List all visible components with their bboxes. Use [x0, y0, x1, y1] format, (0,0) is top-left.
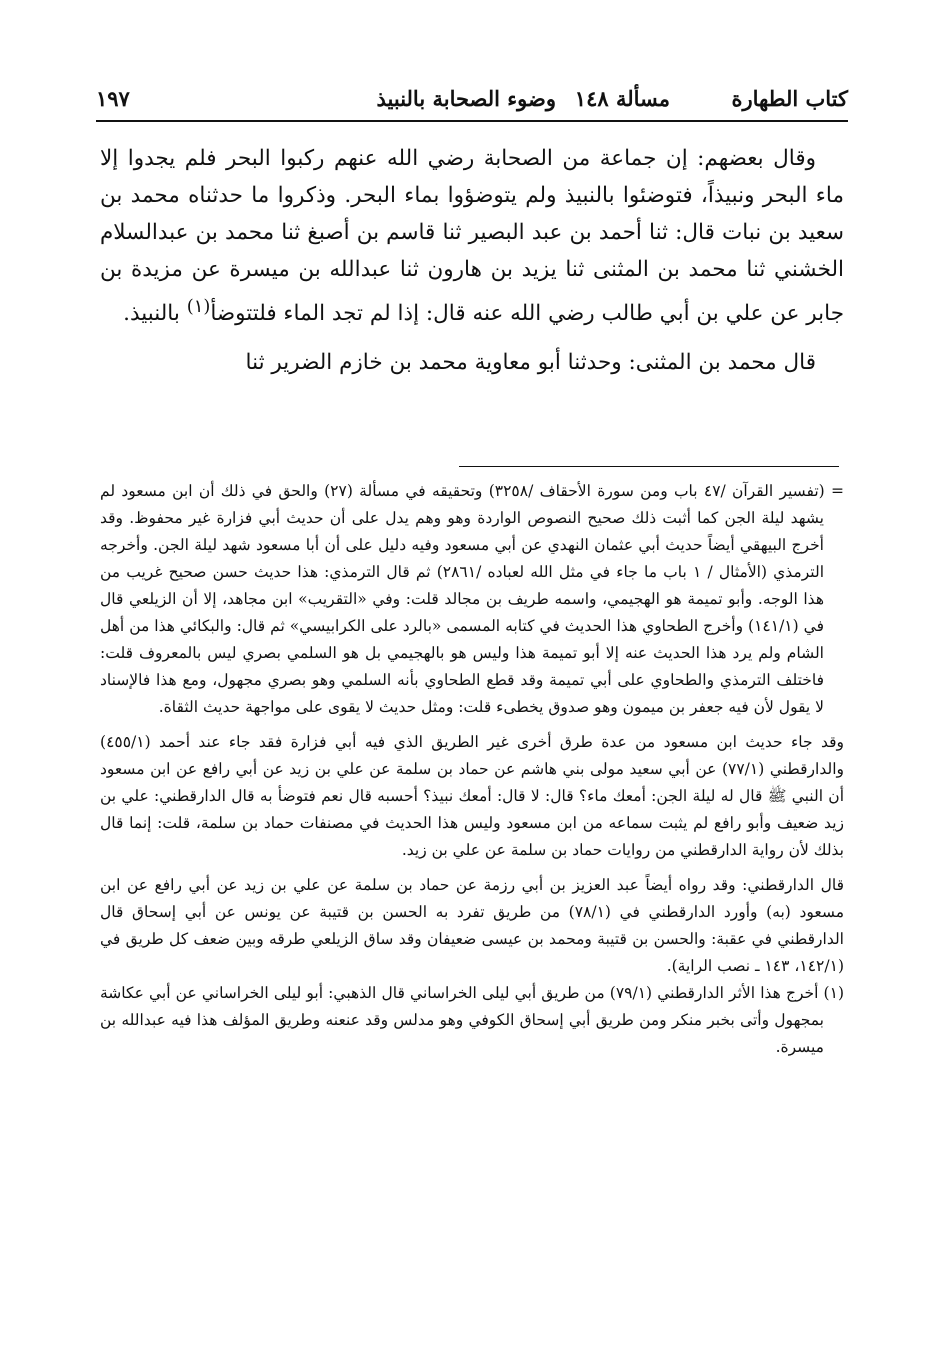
footnote-reference: (١)	[186, 296, 211, 317]
header-divider	[96, 120, 848, 122]
page-number: ١٩٧	[96, 86, 130, 111]
main-paragraph	[100, 140, 844, 332]
paragraph-text-end: بالنبيذ.	[123, 301, 187, 327]
footnote-paragraph: وقد جاء حديث ابن مسعود من عدة طرق أخرى غير الطريق الذي فيه أبي فزارة فقد جاء عند أحمد (٤٥٥/١) والدارقطني (٧٧/١) عن أبي سعيد مولى بني هاشم عن حماد بن سلمة عن علي بن زيد عن أبي رافع عن ابن مسعود أن النبي ﷺ قال له ليلة الجن: أمعك ماء؟ قال: لا قال: أمعك نبيذ؟ أحسبه قال نعم فتوضأ به قال الدارقطني: علي بن زيد ضعيف وأبو رافع لم يثبت سماعه من ابن مسعود وليس هذا الحديث في مصنفات حماد بن سلمة، قلت: إنما قال بذلك لأن رواية الدارقطني من روايات حماد بن سلمة عن علي بن زيد.	[100, 733, 844, 859]
footnote-continued: = (تفسير القرآن /٤٧ باب ومن سورة الأحقاف /٣٢٥٨) وتحقيقه في مسألة (٢٧) والحق في ذلك أن ابن مسعود لم يشهد ليلة الجن كما أثبت ذلك صحيح النصوص الواردة وهو وهم يدل على أن حديث أبي فزارة غير محفوظ. وقد أخرج البيهقي أيضاً حديث أبي عثمان النهدي عن أبي مسعود وفيه دليل على أن أبا مسعود شهد ليلة الجن. وأخرجه الترمذي (الأمثال / ١ باب ما جاء في مثل الله لعباده /٢٨٦١) ثم قال الترمذي: هذا حديث حسن صحيح غريب من هذا الوجه. وأبو تميمة هو الهجيمي، واسمه طريف بن مجالد قلت: وفي «التقريب» ابن مجاهد، إلا أن الزيلعي قال في (١٤١/١) وأخرج الطحاوي هذا الحديث في كتابه المسمى «بالرد على الكرابيسي» ثم قال: والبكائي هذا من أهل الشام ولم يرد هذا الحديث عنه إلا أبو تميمة هذا وليس هو بالهجيمي بل هو السلمي بصري ليس بالمعروف قلت: فاختلف الترمذي والطحاوي على أبي تميمة وقد قطع الطحاوي بأنه السلمي وهو بصري مجهول، ومع هذا فالإسناد لا يقول لأن فيه جعفر بن ميمون وهو صدوق يخطىء قلت: ومثل حديث لا يقوى على مواجهة حديث الثقاة.	[100, 482, 844, 716]
footnote-paragraph: قال الدارقطني: وقد رواه أيضاً عبد العزيز بن أبي رزمة عن حماد بن سلمة عن علي بن زيد عن أبي رافع عن ابن مسعود (به) وأورد الدارقطني في (٧٨/١) من طريق تفرد به الحسن بن قتيبة عن يونس عن أبي إسحاق قال الدارقطني في عقبة: والحسن بن قتيبة ومحمد بن عيسى ضعيفان وقد ساق الزيلعي طرقه وبين ضعف كل طريق في (١٤٢/١، ١٤٣ ـ نصب الراية).	[100, 876, 845, 975]
main-paragraph: قال محمد بن المثنى: وحدثنا أبو معاوية محمد بن خازم الضرير ثنا	[245, 350, 816, 376]
header-issue-number: مسألة ١٤٨	[574, 86, 670, 111]
footnotes	[100, 478, 844, 1061]
footnote-divider	[459, 466, 839, 467]
running-header	[96, 82, 848, 122]
footnote-1: (١) أخرج هذا الأثر الدارقطني (٧٩/١) من طريق أبي ليلى الخراساني قال الذهبي: أبو ليلى الخراساني عن أبي عكاشة بمجهول وأتى بخبر منكر ومن طريق أبي إسحاق الكوفي وهو مدلس وقد عنعنه وطريق المؤلف هذا فيه عبدالله بن ميسرة.	[100, 984, 844, 1056]
paragraph-text: وقال بعضهم: إن جماعة من الصحابة رضي الله عنهم ركبوا البحر فلم يجدوا إلا ماء البحر ونبيذاً، فتوضئوا بالنبيذ ولم يتوضؤوا بماء البحر. وذكروا ما حدثناه محمد بن سعيد بن نبات قال: ثنا أحمد بن عبد البصير ثنا قاسم بن أصبغ ثنا محمد بن عبدالسلام الخشني ثنا محمد بن المثنى ثنا يزيد بن هارون ثنا عبدالله بن ميسرة عن مزيدة بن جابر عن علي بن أبي طالب رضي الله عنه قال: إذا لم تجد الماء فلتتوضأ	[100, 146, 844, 327]
main-text	[100, 140, 844, 381]
header-book-title: كتاب الطهارة	[731, 86, 848, 111]
header-topic: وضوء الصحابة بالنبيذ	[376, 86, 556, 111]
